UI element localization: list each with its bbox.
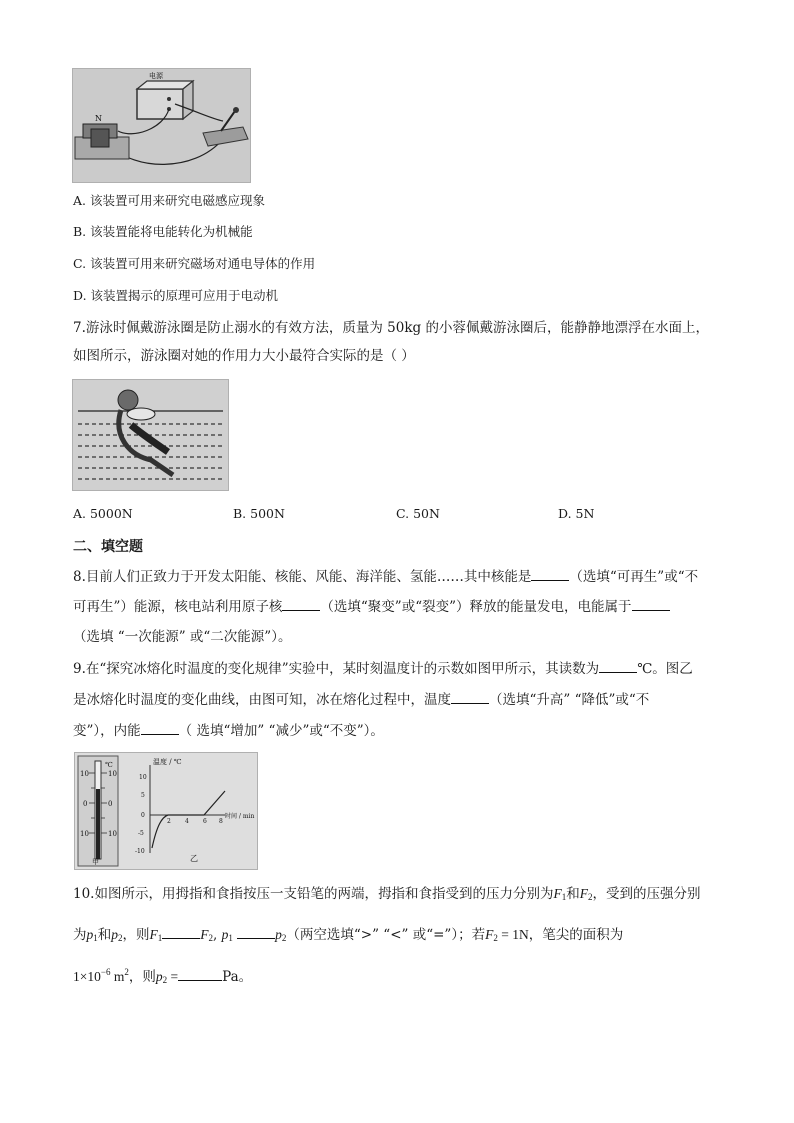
graph-xtick: 6: [203, 818, 207, 825]
q8-blank-3[interactable]: [632, 598, 670, 611]
math-f2-eq: $F_2 = 1N$: [485, 927, 529, 943]
q10-text: 为: [73, 927, 87, 943]
thermo-tick: 0: [83, 800, 88, 808]
graph-xtick: 8: [219, 818, 223, 825]
math-p1: $p_1$: [86, 927, 98, 943]
q10-text: 和: [97, 927, 112, 943]
figure-q6-apparatus: [72, 68, 251, 183]
q9-text: 变”），内能: [73, 723, 141, 739]
math-f1: $F_1$: [149, 927, 163, 943]
q10-text: 和: [566, 886, 580, 902]
q7-line2: 如图所示，游泳圈对她的作用力大小最符合实际的是（ ）: [73, 348, 415, 364]
q7-option-b: B. 500N: [233, 506, 285, 521]
graph-xtick: 2: [167, 818, 171, 825]
q9-text: ℃。图乙: [637, 661, 693, 677]
q7-option-a: A. 5000N: [73, 506, 133, 521]
thermometer-graph-drawing: [75, 753, 257, 869]
thermo-tick: 10: [80, 830, 89, 838]
graph-xlabel: 时间 / min: [225, 813, 255, 820]
graph-ytick: -5: [138, 830, 144, 837]
swimmer-drawing: [73, 380, 228, 490]
q10-text: ，受到的压强分别: [592, 886, 701, 902]
q8-blank-1[interactable]: [531, 568, 569, 581]
thermo-tick: 0: [108, 800, 113, 808]
math-p2: $p_2$: [275, 927, 287, 943]
q7-line1: 7.游泳时佩戴游泳圈是防止溺水的有效方法，质量为 50kg 的小蓉佩戴游泳圈后，能静静地漂浮在水面上，: [73, 320, 709, 336]
q6-option-d: D. 该装置揭示的原理可应用于电动机: [73, 288, 279, 303]
q8-line3: （选填 “一次能源” 或“二次能源”）。: [73, 629, 292, 645]
q9-blank-3[interactable]: [141, 722, 179, 735]
q7-option-c: C. 50N: [396, 506, 440, 521]
math-f2: $F_2$: [200, 927, 213, 943]
q8-text: （选填“可再生”或“不: [569, 569, 699, 585]
label-jia: 甲: [92, 858, 99, 866]
thermo-tick: 10: [108, 770, 117, 778]
q10-text: 10.如图所示，用拇指和食指按压一支铅笔的两端，拇指和食指受到的压力分别为: [73, 886, 554, 902]
q7-option-d: D. 5N: [558, 506, 595, 521]
graph-ylabel: 温度 / ℃: [153, 758, 182, 766]
graph-ytick: 10: [139, 774, 147, 781]
figure-q9-thermometer-graph: [74, 752, 258, 870]
q10-text: （两空选填“>” “<” 或“=”）；若: [286, 927, 486, 943]
thermo-tick: 10: [108, 830, 117, 838]
q9-text: 是冰熔化时温度的变化曲线，由图可知，冰在熔化过程中，温度: [73, 692, 451, 708]
q9-line3: [73, 721, 384, 741]
q6-option-a: A. 该装置可用来研究电磁感应现象: [73, 193, 265, 208]
q8-line2: [73, 597, 670, 617]
graph-ytick: -10: [135, 848, 145, 855]
q9-text: （ 选填“增加” “减少”或“不变”）。: [178, 723, 384, 739]
q9-line1: [73, 659, 693, 679]
q10-line1: [73, 884, 700, 904]
math-f2: $F_2$: [579, 886, 593, 902]
q9-text: 9.在“探究冰熔化时温度的变化规律”实验中，某时刻温度计的示数如图甲所示，其读数为: [73, 661, 600, 677]
thermo-unit: ℃: [105, 761, 113, 769]
q9-line2: [73, 690, 649, 710]
q8-line1: [73, 567, 698, 587]
math-p2-eq: $p_2$ =: [155, 969, 179, 985]
q9-text: （选填“升高” “降低”或“不: [489, 692, 650, 708]
q9-blank-1[interactable]: [599, 660, 637, 673]
q10-text: Pa。: [222, 969, 253, 985]
q10-blank-1[interactable]: [162, 926, 200, 939]
figure-q7-swimmer: [72, 379, 229, 491]
label-power: 电源: [149, 72, 163, 80]
q6-option-c: C. 该装置可用来研究磁场对通电导体的作用: [73, 256, 316, 271]
q8-blank-2[interactable]: [282, 598, 320, 611]
graph-ytick: 5: [141, 792, 145, 799]
q8-text: （选填“聚变”或“裂变”）释放的能量发电，电能属于: [320, 599, 632, 615]
q10-text: ，笔尖的面积为: [528, 927, 624, 943]
label-n: N: [95, 114, 102, 123]
q10-blank-3[interactable]: [178, 968, 222, 981]
graph-ytick: 0: [141, 812, 145, 819]
q10-text: ，则: [128, 969, 156, 985]
math-p2: $p_2$: [111, 927, 123, 943]
math-p1: $p_1$: [221, 927, 233, 943]
q10-blank-2[interactable]: [237, 926, 275, 939]
apparatus-drawing: [73, 69, 250, 182]
q10-line2: 为$p_1$和$p_2$，则$F_1$ $F_2$, $p_1$ $p_2$（两空选填“>” “<” 或“=”）；若$F_2 = 1N$，笔尖的面积为: [73, 927, 624, 943]
q8-text: 8.目前人们正致力于开发太阳能、核能、风能、海洋能、氢能……其中核能是: [73, 569, 532, 585]
label-yi: 乙: [190, 854, 198, 863]
q10-line3: [73, 967, 252, 987]
q6-option-b: B. 该装置能将电能转化为机械能: [73, 224, 253, 239]
math-area: $1\times 10^{-6}$ $m^2$: [73, 967, 129, 984]
q9-blank-2[interactable]: [451, 691, 489, 704]
q8-text: 可再生”）能源，核电站利用原子核: [73, 599, 283, 615]
thermo-tick: 10: [80, 770, 89, 778]
math-f1: $F_1$: [553, 886, 567, 902]
section-title-fill-blank: 二、填空题: [73, 539, 143, 555]
q10-text: ，则: [122, 927, 150, 943]
graph-xtick: 4: [185, 818, 189, 825]
